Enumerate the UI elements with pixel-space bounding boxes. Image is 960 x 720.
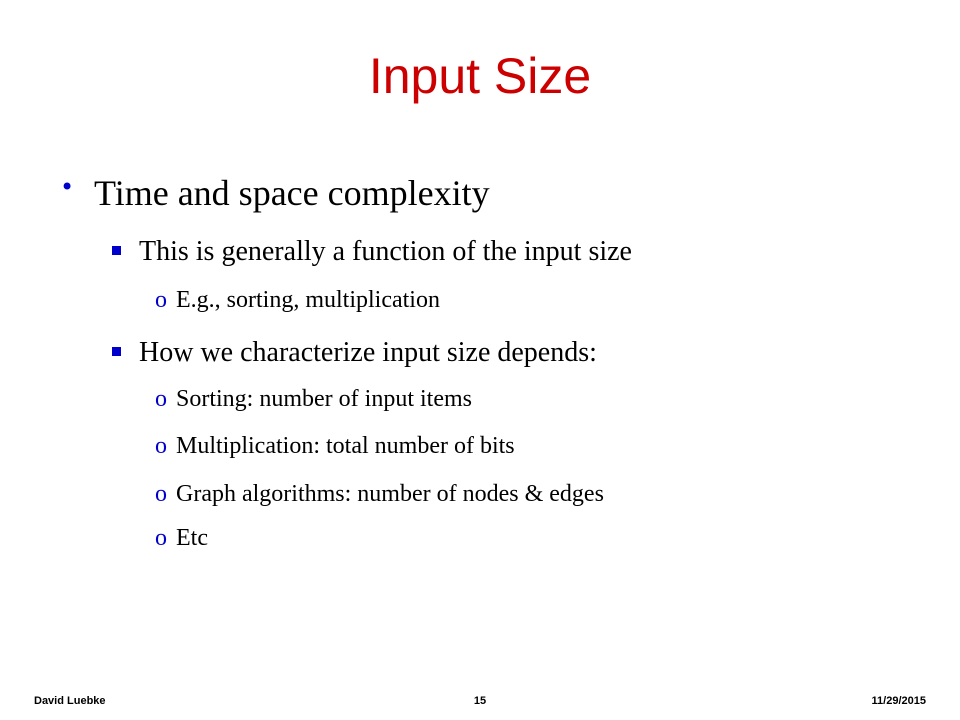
bullet-level3-text: Multiplication: total number of bits [176,433,515,459]
slide-title: Input Size [368,48,592,104]
circle-bullet-icon: o [155,481,167,507]
bullet-level3-text: Graph algorithms: number of nodes & edges [176,481,604,507]
bullet-level2-text: This is generally a function of the input size [139,236,632,267]
circle-bullet-icon: o [155,287,167,313]
footer-page-number: 15 [473,695,487,707]
bullet-dot-icon: • [60,173,75,201]
bullet-level3-text: Etc [176,525,208,551]
footer-date: 11/29/2015 [871,695,926,707]
circle-bullet-icon: o [155,525,167,551]
circle-bullet-icon: o [155,433,167,459]
bullet-level3-text: Sorting: number of input items [176,386,472,412]
square-bullet-icon [112,347,121,356]
bullet-level1-text: Time and space complexity [94,173,490,213]
bullet-level3-text: E.g., sorting, multiplication [176,287,440,313]
bullet-level2-text: How we characterize input size depends: [139,337,597,368]
footer-author: David Luebke [34,695,106,707]
circle-bullet-icon: o [155,386,167,412]
square-bullet-icon [112,246,121,255]
